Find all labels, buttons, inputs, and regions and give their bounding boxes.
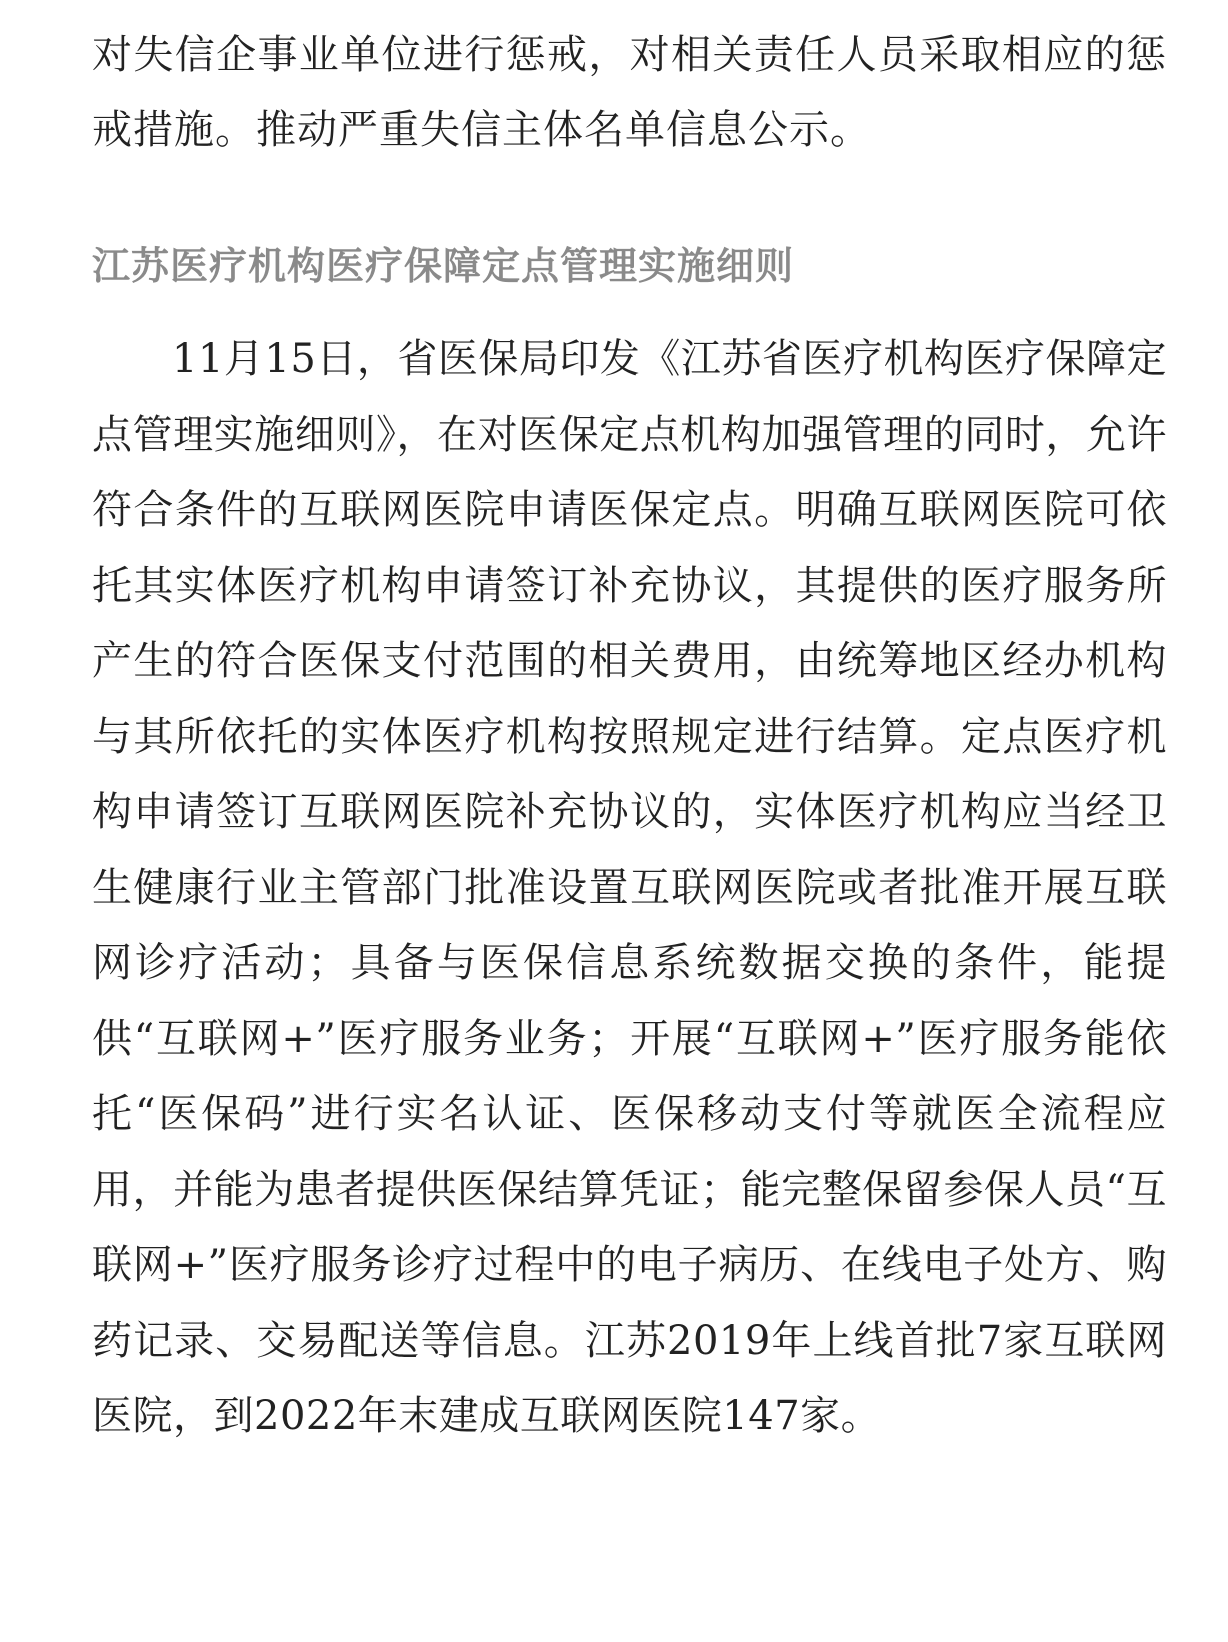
body-paragraph: 11月15日，省医保局印发《江苏省医疗机构医疗保障定点管理实施细则》，在对医保定点机构加强管理的同时，允许符合条件的互联网医院申请医保定点。明确互联网医院可依托其实体医疗机构申请签订补充协议，其提供的医疗服务所产生的符合医保支付范围的相关费用，由统筹地区经办机构与其所依托的实体医疗机构按照规定进行结算。定点医疗机构申请签订互联网医院补充协议的，实体医疗机构应当经卫生健康行业主管部门批准设置互联网医院或者批准开展互联网诊疗活动；具备与医保信息系统数据交换的条件，能提供“互联网+”医疗服务业务；开展“互联网+”医疗服务能依托“医保码”进行实名认证、医保移动支付等就医全流程应用，并能为患者提供医保结算凭证；能完整保留参保人员“互联网+”医疗服务诊疗过程中的电子病历、在线电子处方、购药记录、交易配送等信息。江苏2019年上线首批7家互联网医院，到2022年末建成互联网医院147家。 xyxy=(92,336,1167,1439)
intro-paragraph: 对失信企事业单位进行惩戒，对相关责任人员采取相应的惩戒措施。推动严重失信主体名单信息公示。 xyxy=(92,32,1167,153)
section-heading: 江苏医疗机构医疗保障定点管理实施细则 xyxy=(92,244,795,288)
